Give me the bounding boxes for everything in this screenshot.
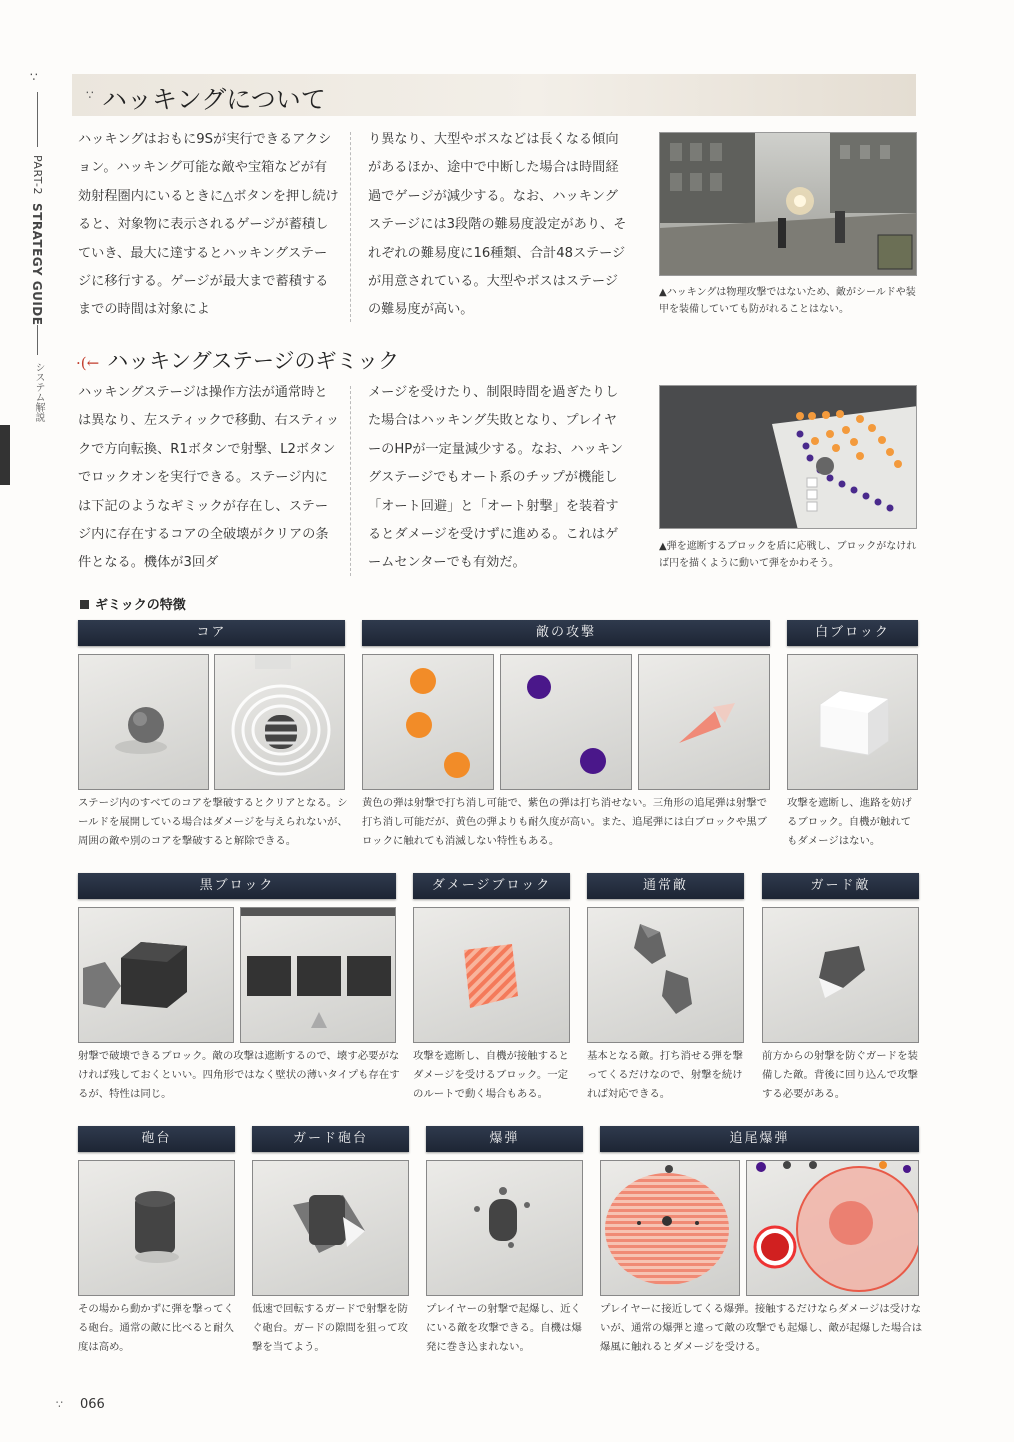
yellow-bullets-image	[362, 654, 494, 790]
footer-dots-icon: ∵	[56, 1398, 63, 1411]
gimmick-desc-guard-enemy: 前方からの射撃を防ぐガードを装備した敵。背後に回り込んで攻撃する必要がある。	[762, 1050, 918, 1100]
page-number: 066	[80, 1397, 105, 1412]
sidebar-part-label: PART-2 STRATEGY GUIDE	[30, 155, 44, 326]
black-block-image-1	[78, 907, 234, 1043]
gimmick-desc-damage-block: 攻撃を遮断し、自機が接触するとダメージを受けるブロック。一定のルートで動く場合もある。	[413, 1050, 569, 1100]
screenshot-caption: ▲ハッキングは物理攻撃ではないため、敵がシールドや装甲を装備していても防がれることはない。	[659, 287, 916, 315]
screenshot-caption: ▲弾を遮断するブロックを盾に応戦し、ブロックがなければ円を描くように動いて弾をかわそう。	[659, 541, 917, 569]
section-bullet-icon: ·(←	[76, 354, 100, 372]
gimmick-desc-core: ステージ内のすべてのコアを撃破するとクリアとなる。シールドを展開している場合はダメージを与えられないが、周囲の敵や別のコアを撃破すると解除できる。	[78, 797, 348, 847]
title-dots-icon: ∵	[86, 88, 94, 102]
core-image-2	[214, 654, 345, 790]
purple-bullets-image	[500, 654, 632, 790]
section-title: ハッキングについて	[102, 85, 326, 114]
sidebar-index-tab	[0, 425, 10, 485]
guard-turret-image	[252, 1160, 409, 1296]
section1-text-col1: ハッキングはおもに9Sが実行できるアクション。ハッキング可能な敵や宝箱などが有効射程圏内にいるときに△ボタンを押し続けると、対象物に表示されるゲージが蓄積していき、最大に達するとハッキングステージに移行する。ゲージが最大まで蓄積するまでの時間は対象によ	[78, 132, 339, 318]
gimmick-desc-turret: その場から動かずに弾を撃ってくる砲台。通常の敵に比べると耐久度は高め。	[78, 1303, 234, 1353]
gimmick-desc-bomb: プレイヤーの射撃で起爆し、近くにいる敵を攻撃できる。自機は爆発に巻き込まれない。	[426, 1303, 582, 1353]
homing-bullet-image	[638, 654, 770, 790]
gimmick-header-turret: 砲台	[78, 1126, 235, 1152]
section2-text-col1: ハッキングステージは操作方法が通常時とは異なり、左スティックで移動、右スティックで方向転換、R1ボタンで射撃、L2ボタンでロックオンを実行できる。ステージ内には下記のようなギミックが存在し、ステージ内に存在するコアの全破壊がクリアの条件となる。機体が3回ダ	[78, 385, 340, 571]
gimmick-header-black-block: 黒ブロック	[78, 873, 396, 899]
section2-text-col2: メージを受けたり、制限時間を過ぎたりした場合はハッキング失敗となり、プレイヤーのHPが一定量減少する。なお、ハッキングステージでもオート系のチップが機能し「オート回避」と「オート射撃」を装着するとダメージを受けずに進める。これはゲームセンターでも有効だ。	[368, 385, 624, 571]
section-title-band	[72, 74, 916, 116]
gimmick-desc-guard-turret: 低速で回転するガードで射撃を防ぐ砲台。ガードの隙間を狙って攻撃を当てよう。	[252, 1303, 408, 1353]
sidebar-divider	[37, 92, 38, 147]
column-rule	[350, 132, 351, 322]
heading-square-icon	[80, 600, 89, 609]
bomb-image	[426, 1160, 583, 1296]
gimmick-header-guard-enemy: ガード敵	[762, 873, 919, 899]
gimmick-header-homing-bomb: 追尾爆弾	[600, 1126, 919, 1152]
gimmick-header-bomb: 爆弾	[426, 1126, 583, 1152]
gimmick-header-core: コア	[78, 620, 345, 646]
section1-text-col2: り異なり、大型やボスなどは長くなる傾向があるほか、途中で中断した場合は時間経過でゲージが減少する。なお、ハッキングステージには3段階の難易度設定があり、それぞれの難易度に16種類、合計48ステージが用意されている。大型やボスはステージの難易度が高い。	[368, 132, 627, 318]
damage-block-image	[413, 907, 570, 1043]
sidebar-divider	[37, 325, 38, 355]
hacking-screenshot	[659, 132, 917, 276]
turret-image	[78, 1160, 235, 1296]
white-block-image	[787, 654, 918, 790]
gimmicks-heading: ギミックの特徴	[80, 594, 186, 613]
gimmick-header-normal-enemy: 通常敵	[587, 873, 744, 899]
hacking-scene-illustration	[660, 133, 917, 276]
black-block-image-2	[240, 907, 396, 1043]
gimmick-desc-homing-bomb: プレイヤーに接近してくる爆弾。接触するだけならダメージは受けないが、通常の爆弾と違って敵の攻撃でも起爆し、敵が起爆した場合は爆風に触れるとダメージを受ける。	[600, 1303, 923, 1353]
gimmick-header-damage-block: ダメージブロック	[413, 873, 570, 899]
guard-enemy-image	[762, 907, 919, 1043]
core-image-1	[78, 654, 209, 790]
normal-enemy-image	[587, 907, 744, 1043]
column-rule	[350, 386, 351, 576]
gimmick-desc-white-block: 攻撃を遮断し、進路を妨げるブロック。自機が触れてもダメージはない。	[787, 797, 912, 847]
gimmick-header-white-block: 白ブロック	[787, 620, 918, 646]
gimmick-header-guard-turret: ガード砲台	[252, 1126, 409, 1152]
sidebar-section-label: システム解説	[33, 362, 44, 422]
gimmick-desc-normal-enemy: 基本となる敵。打ち消せる弾を撃ってくるだけなので、射撃を続ければ対応できる。	[587, 1050, 743, 1100]
bullet-pattern-illustration	[660, 386, 917, 529]
section-heading: ·(← ハッキングステージのギミック	[76, 349, 400, 373]
gimmick-desc-enemy-attack: 黄色の弾は射撃で打ち消し可能で、紫色の弾は打ち消せない。三角形の追尾弾は射撃で打ち消し可能だが、黄色の弾よりも耐久度が高い。また、追尾弾には白ブロックや黒ブロックに触れても消滅しない特性もある。	[362, 797, 768, 847]
gimmick-desc-black-block: 射撃で破壊できるブロック。敵の攻撃は遮断するので、壊す必要がなければ残しておくといい。四角形ではなく壁状の薄いタイプも存在するが、特性は同じ。	[78, 1050, 400, 1100]
gimmick-header-enemy-attack: 敵の攻撃	[362, 620, 770, 646]
sidebar-dots-icon: ∵	[30, 70, 38, 84]
hacking-stage-screenshot	[659, 385, 917, 529]
homing-bomb-image-1	[600, 1160, 740, 1296]
homing-bomb-image-2	[746, 1160, 919, 1296]
